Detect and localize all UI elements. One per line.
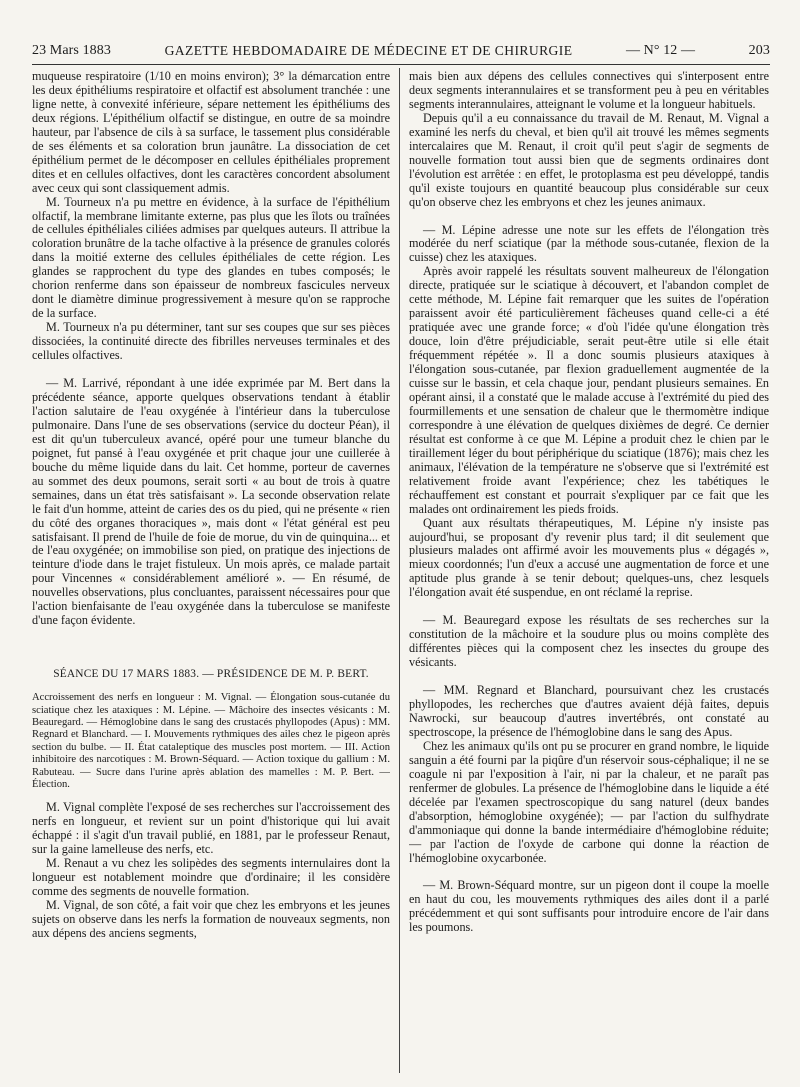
paragraph: Depuis qu'il a eu connaissance du travail de M. Renaut, M. Vignal a examiné les nerfs du cheval, et bien qu'il ait trouvé les mêmes segments intercalaires que M. Renaut, il croit qu'il peut s'agir de segments de nouvelle formation tout aussi bien que de segments ordinaires dont l'évolution est arrêtée : en effet, le protoplasma est peu développé, tandis qu'il existe toujours en quantité beaucoup plus considérable sur ceux qu'on observe chez les embryons et chez les jeunes animaux. bbox=[409, 110, 769, 209]
running-header bbox=[32, 40, 770, 62]
paragraph: — M. Lépine adresse une note sur les effets de l'élongation très modérée du nerf sciatique (par la méthode sous-cutanée, flexion de la cuisse) chez les ataxiques. bbox=[409, 222, 769, 265]
journal-title: GAZETTE HEBDOMADAIRE DE MÉDECINE ET DE CHIRURGIE bbox=[164, 43, 573, 58]
header-date: 23 Mars 1883 bbox=[32, 43, 111, 58]
left-column bbox=[32, 70, 390, 1070]
paragraph: — M. Brown-Séquard montre, sur un pigeon dont il coupe la moelle en haut du cou, les mouvements rythmiques des ailes dont il a parlé précédemment et qui sont suffisants pour introduire encore de l'air dans les poumons. bbox=[409, 878, 769, 935]
paragraph: M. Renaut a vu chez les solipèdes des segments internulaires dont la longueur est notablement moindre que d'ordinaire; il les considère comme des segments de nouvelle formation. bbox=[32, 856, 390, 899]
paragraph: muqueuse respiratoire (1/10 en moins environ); 3° la démarcation entre les deux épithéliums respiratoire et olfactif est absolument tranchée : une ligne nette, à convexité inférieure, sépare nettement les épithéliums des deux régions. L'épithélium olfactif se distingue, en outre de sa moindre hauteur, par l'absence de cils à sa surface, le tassement plus considérable de ses éléments et sa coloration brun jaunâtre. La dissociation de cet épithélium permet de le décomposer en cellules épithéliales proprement dites et en cellules olfactives, dont les caractères concordent absolument avec ceux qui sont classiquement admis. bbox=[32, 70, 390, 195]
session-summary: Accroissement des nerfs en longueur : M. Vignal. — Élongation sous-cutanée du sciatique chez les ataxiques : M. Lépine. — Mâchoire des insectes vésicants : M. Beauregard. — Hémoglobine dans le sang des crustacés phyllopodes (Apus) : MM. Regnard et Blanchard. — I. Mouvements rythmiques des ailes chez le pigeon après section du bulbe. — II. État cataleptique des muscles post mortem. — III. Action inhibitoire des narcotiques : M. Brown-Séquard. — Action toxique du gallium : M. Rabuteau. — Sucre dans l'urine après ablation des mamelles : M. P. Bert. — Élection. bbox=[32, 692, 390, 790]
paragraph: Après avoir rappelé les résultats souvent malheureux de l'élongation directe, pratiquée sur le sciatique à découvert, et l'abandon complet de cette méthode, M. Lépine fait remarquer que les suites de l'opération paraissent avoir été particulièrement fâcheuses quand celle-ci a été pratiquée avec une grande force; « d'où l'idée qu'une élongation très douce, loin d'être préjudiciable, serait peut-être utile si elle était fréquemment répétée ». Il a donc soumis plusieurs ataxiques à l'élongation sous-cutanée, par flexion graduellement augmentée de la cuisse sur le bassin, et cela chaque jour, pendant plusieurs semaines. En opérant ainsi, il a constaté que le malade accuse à l'extrémité du pied des fourmillements et une sensation de chaleur que le thermomètre indique correspondre à une élévation de quelques dixièmes de degré. Ce dernier résultat est conforme à ce que M. Lépine a produit chez le chien par le tiraillement léger du bout périphérique du sciatique (1876); mais chez les animaux, l'élévation de la température ne s'observe que si l'extrémité est relativement froide avant l'expérience; chez les tabétiques le réchauffement est constant et pourrait s'expliquer par ce fait que les malades ont ordinairement les pieds froids. bbox=[409, 264, 769, 516]
paragraph: Quant aux résultats thérapeutiques, M. Lépine n'y insiste pas aujourd'hui, se proposant d'y revenir plus tard; il dit seulement que plusieurs malades ont affirmé avoir les mouvements plus « dégagés », mieux coordonnés; l'un d'eux a accusé une augmentation de force et une aptitude plus grande à se tenir debout; quelques-uns, chez lesquels l'élongation avait été suspendue, en ont réclamé la reprise. bbox=[409, 515, 769, 600]
paragraph: — M. Larrivé, répondant à une idée exprimée par M. Bert dans la précédente séance, apporte quelques observations tendant à établir l'action salutaire de l'eau oxygénée à l'intérieur dans la tuberculose pulmonaire. Dans l'une de ses observations (service du docteur Péan), il est dit qu'un tuberculeux avancé, opéré pour une tumeur blanche du poignet, fut pansé à l'eau oxygénée et prit chaque jour une cuillerée à bouche du même liquide dans du lait. Cet homme, porteur de cavernes au sommet des deux poumons, serait sorti « au bout de trois à quatre semaines, dans un état très satisfaisant ». La seconde observation relate le fait d'un homme, atteint de caries des os du pied, qui ne présente « rien du côté des organes thoraciques », mais dont « l'état général est peu satisfaisant. Il prend de l'huile de foie de morue, du vin de quinquina... et de l'eau oxygénée; on immobilise son pied, on pratique des injections de teinture d'iode dans le trajet fistuleux. Un mois après, ce malade partait pour Vincennes « considérablement amélioré ». — En résumé, de nouvelles observations, plus concluantes, paraissent nécessaires pour que l'action bienfaisante de l'eau oxygénée dans la tuberculose se manifeste d'une façon évidente. bbox=[32, 376, 390, 628]
paragraph: Chez les animaux qu'ils ont pu se procurer en grand nombre, le liquide sanguin a été fourni par la piqûre d'un réservoir sous-céphalique; il ne se coagule ni par l'exposition à l'air, ni par la chaleur, et ne paraît pas renfermer de globules. La présence de l'hémoglobine dans le liquide a été décelée par l'examen spectroscopique du sang naturel (deux bandes d'absorption, hémoglobine oxygénée); — par l'action du sulfhydrate d'ammoniaque qui donne la bande intermédiaire d'hémoglobine réduite; — par l'action de l'oxyde de carbone qui donne la réaction de l'hémoglobine oxycarbonée. bbox=[409, 738, 769, 865]
column-divider bbox=[399, 68, 400, 1073]
session-heading: SÉANCE DU 17 MARS 1883. — PRÉSIDENCE DE M. P. BERT. bbox=[53, 668, 369, 681]
page-number: 203 bbox=[748, 43, 770, 58]
paragraph: mais bien aux dépens des cellules connectives qui s'interposent entre deux segments interannulaires et se transforment peu à peu en véritables segments interannulaires, atteignant le volume et la longueur habituels. bbox=[409, 70, 769, 111]
paragraph: M. Tourneux n'a pu mettre en évidence, à la surface de l'épithélium olfactif, la membrane limitante externe, pas plus que les îlots ou traînées de cellules épithéliales ciliées admises par quelques auteurs. Il attribue la coloration brunâtre de la tache olfactive à la présence de granules colorés dans la moitié externe des cellules épithéliales de cette région. Les glandes se rapprochent du type des glandes en tubes composés; le chorion renferme dans son épaisseur de nombreux fascicules nerveux dont le diamètre diminue progressivement à mesure qu'on se rapproche de la surface. bbox=[32, 194, 390, 321]
header-rule bbox=[32, 64, 770, 65]
paragraph: M. Tourneux n'a pu déterminer, tant sur ses coupes que sur ses pièces dissociées, la continuité directe des fibrilles nerveuses terminales et des cellules olfactives. bbox=[32, 320, 390, 363]
paragraph: — M. Beauregard expose les résultats de ses recherches sur la constitution de la mâchoire et la soudure plus ou moins complète des différentes pièces qui la composent chez les insectes du groupe des vésicants. bbox=[409, 613, 769, 670]
issue-number: — N° 12 — bbox=[625, 43, 696, 58]
right-column bbox=[409, 70, 769, 1070]
paragraph: M. Vignal, de son côté, a fait voir que chez les embryons et les jeunes sujets on observe dans les nerfs la formation de nouveaux segments, non aux dépens des anciens segments, bbox=[32, 898, 390, 940]
paragraph: M. Vignal complète l'exposé de ses recherches sur l'accroissement des nerfs en longueur, et revient sur un point d'historique qui lui avait échappé : il s'agit d'un travail publié, en 1881, par le professeur Renaut, sur la gaine lamelleuse des nerfs, etc. bbox=[32, 800, 390, 857]
paragraph: — MM. Regnard et Blanchard, poursuivant chez les crustacés phyllopodes, les recherches que d'autres avaient déjà faites, depuis Nawrocki, sur beaucoup d'autres invertébrés, ont constaté au spectroscope, la présence de l'hémoglobine dans le sang des Apus. bbox=[409, 683, 769, 739]
